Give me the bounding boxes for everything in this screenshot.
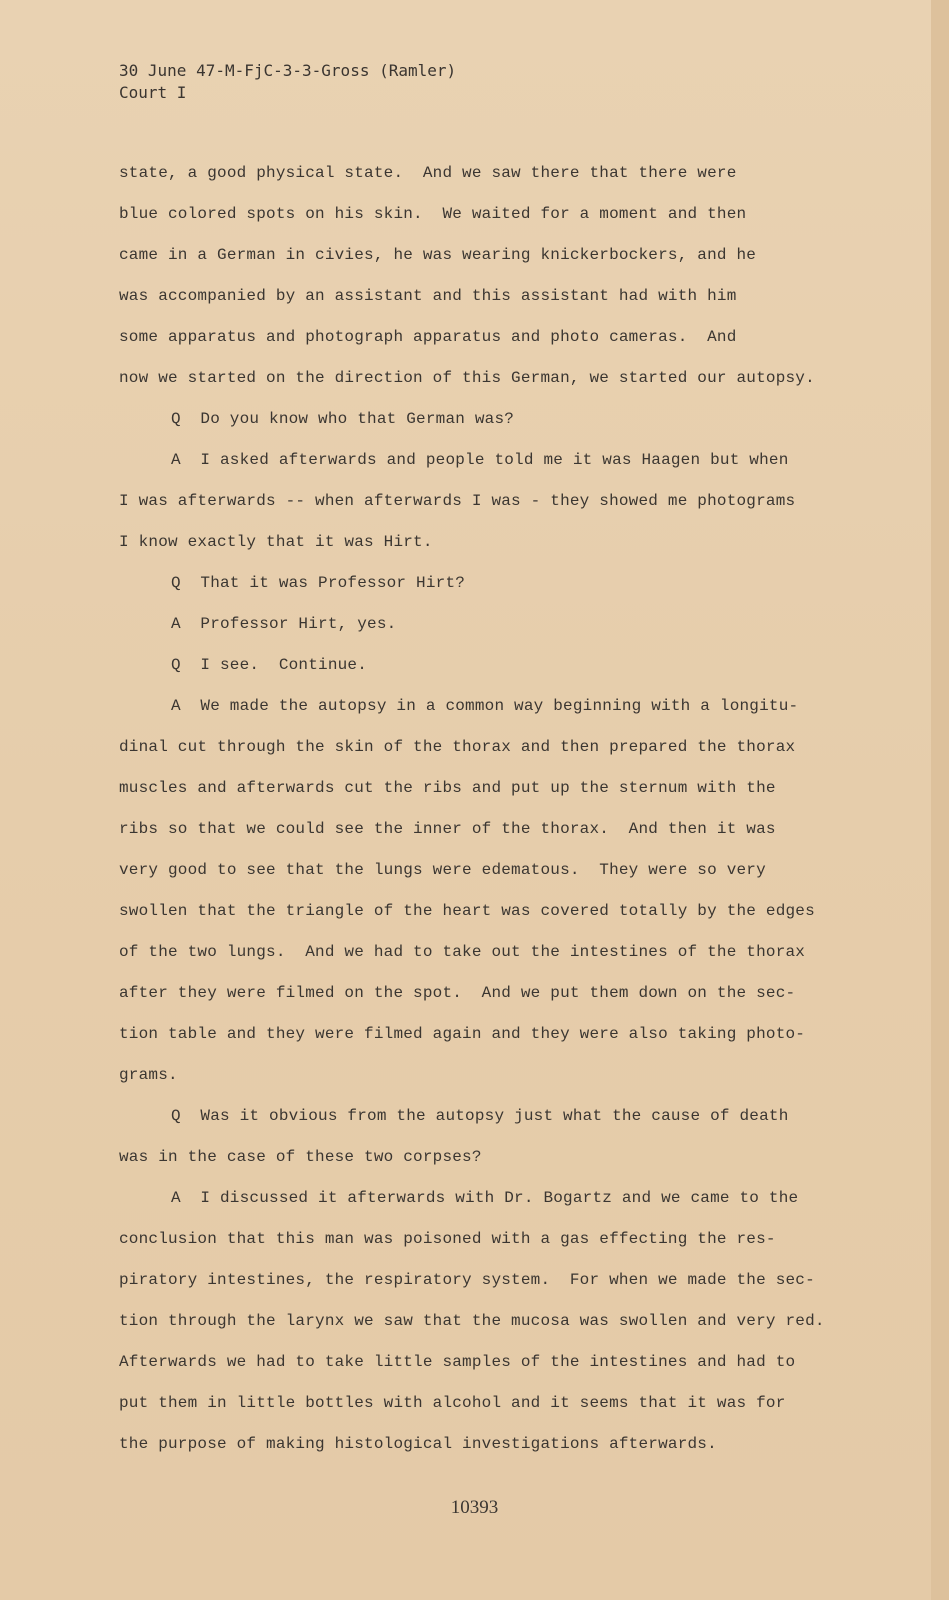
transcript-body xyxy=(119,158,859,1470)
transcript-line: was accompanied by an assistant and this assistant had with him xyxy=(119,287,737,305)
transcript-line: came in a German in civies, he was wearing knickerbockers, and he xyxy=(119,246,757,264)
question-line: Q I see. Continue. xyxy=(171,656,368,674)
transcript-line: Afterwards we had to take little samples of the intestines and had to xyxy=(119,1353,796,1371)
transcript-line: put them in little bottles with alcohol and it seems that it was for xyxy=(119,1394,786,1412)
transcript-line: now we started on the direction of this German, we started our autopsy. xyxy=(119,369,815,387)
transcript-line: blue colored spots on his skin. We waited for a moment and then xyxy=(119,205,747,223)
header-court-line: Court I xyxy=(119,83,187,102)
page-number: 10393 xyxy=(450,1497,499,1518)
question-line: Q That it was Professor Hirt? xyxy=(171,574,466,592)
answer-line: A We made the autopsy in a common way beginning with a longitu- xyxy=(171,697,799,715)
transcript-line: swollen that the triangle of the heart was covered totally by the edges xyxy=(119,902,815,920)
transcript-line: conclusion that this man was poisoned with a gas effecting the res- xyxy=(119,1230,776,1248)
question-line: Q Was it obvious from the autopsy just what the cause of death xyxy=(171,1107,789,1125)
header-case-line: 30 June 47-M-FjC-3-3-Gross (Ramler) xyxy=(119,61,457,80)
transcript-line: was in the case of these two corpses? xyxy=(119,1148,482,1166)
transcript-line: some apparatus and photograph apparatus and photo cameras. And xyxy=(119,328,737,346)
answer-line: A I asked afterwards and people told me it was Haagen but when xyxy=(171,451,789,469)
transcript-line: very good to see that the lungs were edematous. They were so very xyxy=(119,861,766,879)
transcript-line: ribs so that we could see the inner of the thorax. And then it was xyxy=(119,820,776,838)
transcript-line: after they were filmed on the spot. And we put them down on the sec- xyxy=(119,984,796,1002)
transcript-line: muscles and afterwards cut the ribs and put up the sternum with the xyxy=(119,779,776,797)
transcript-line: I was afterwards -- when afterwards I was - they showed me photograms xyxy=(119,492,796,510)
question-line: Q Do you know who that German was? xyxy=(171,410,515,428)
answer-line: A I discussed it afterwards with Dr. Bogartz and we came to the xyxy=(171,1189,799,1207)
transcript-line: grams. xyxy=(119,1066,178,1084)
transcript-line: I know exactly that it was Hirt. xyxy=(119,533,433,551)
transcript-line: dinal cut through the skin of the thorax and then prepared the thorax xyxy=(119,738,796,756)
transcript-line: tion table and they were filmed again and they were also taking photo- xyxy=(119,1025,806,1043)
transcript-line: the purpose of making histological investigations afterwards. xyxy=(119,1435,717,1453)
transcript-line: piratory intestines, the respiratory system. For when we made the sec- xyxy=(119,1271,815,1289)
header xyxy=(119,60,456,104)
transcript-line: tion through the larynx we saw that the mucosa was swollen and very red. xyxy=(119,1312,825,1330)
transcript-line: of the two lungs. And we had to take out the intestines of the thorax xyxy=(119,943,806,961)
transcript-line: state, a good physical state. And we saw there that there were xyxy=(119,164,737,182)
answer-line: A Professor Hirt, yes. xyxy=(171,615,397,633)
